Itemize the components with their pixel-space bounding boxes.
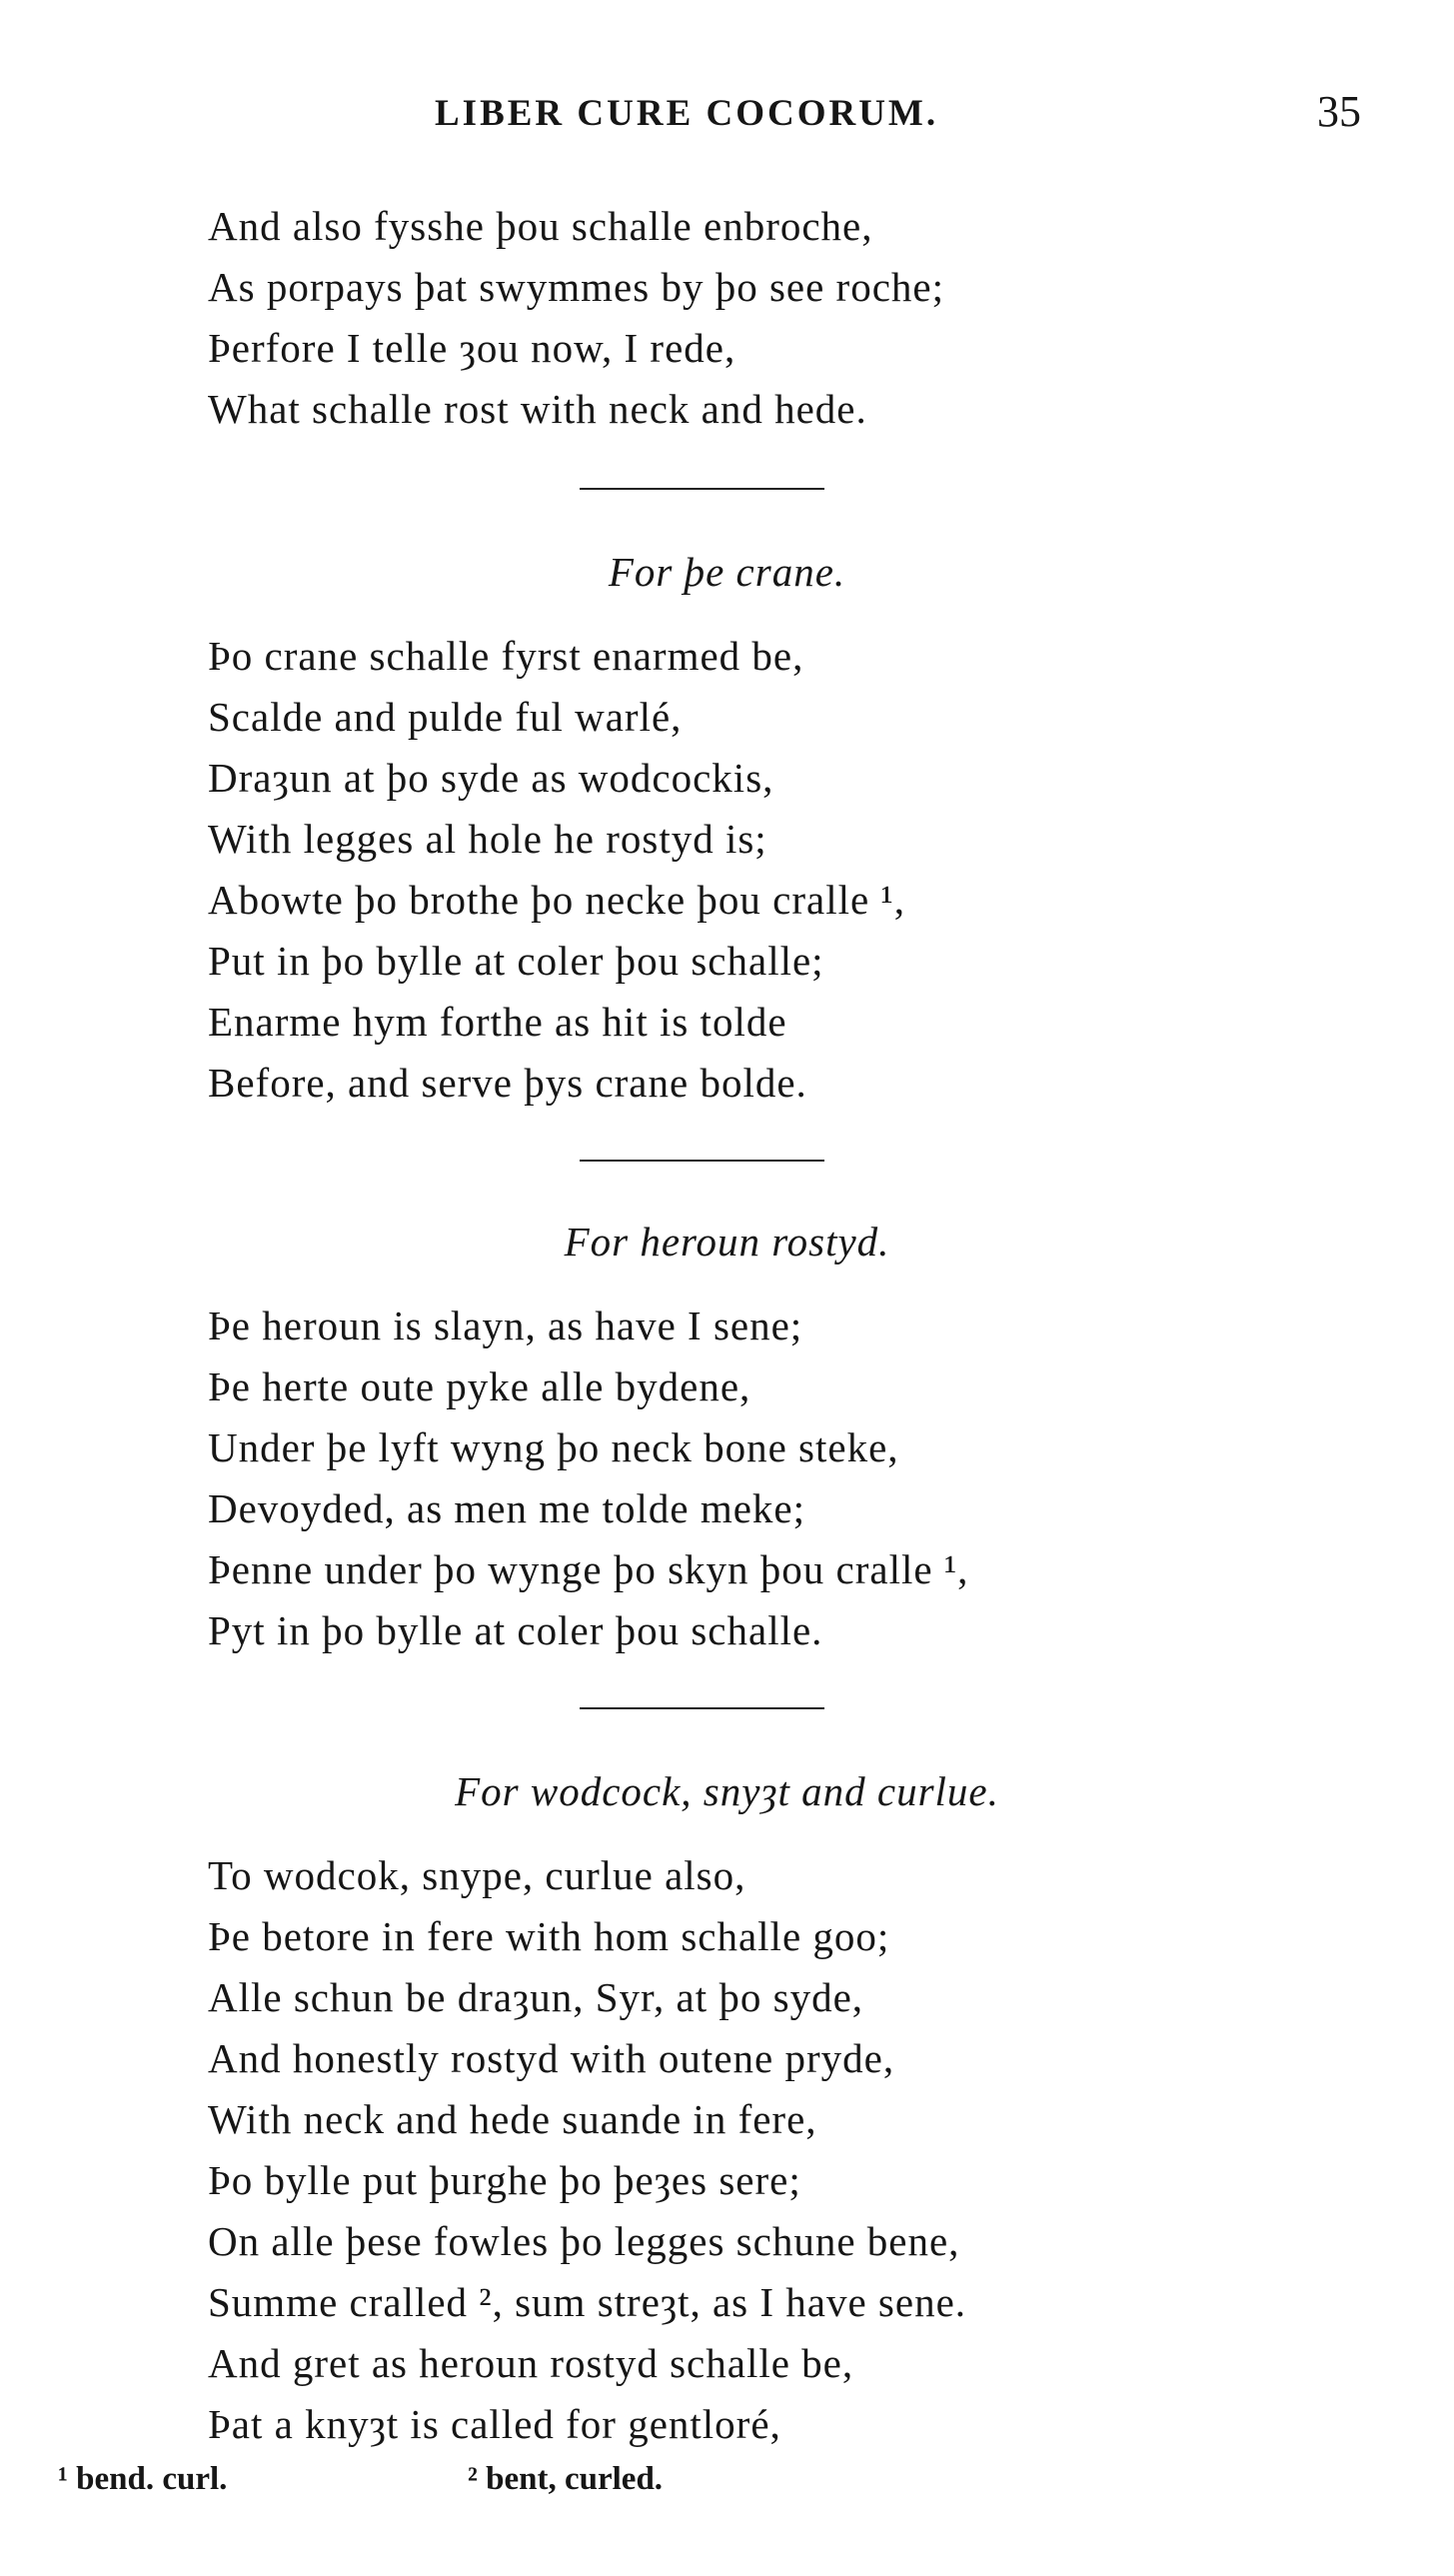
verse-line: Þe herte oute pyke alle bydene, xyxy=(208,1363,751,1409)
verse-line: Pyt in þo bylle at coler þou schalle. xyxy=(208,1607,823,1653)
verse-line: Devoyded, as men me tolde meke; xyxy=(208,1485,805,1531)
verse-line: Þo crane schalle fyrst enarmed be, xyxy=(208,633,804,679)
verse-line: Put in þo bylle at coler þou schalle; xyxy=(208,938,824,984)
verse-line: And also fysshe þou schalle enbroche, xyxy=(208,203,873,249)
verse-line: On alle þese fowles þo legges schune bene, xyxy=(208,2218,960,2264)
verse-line: And gret as heroun rostyd schalle be, xyxy=(208,2340,854,2386)
stanza-opening xyxy=(208,196,1387,440)
verse-line: Þe heroun is slayn, as have I sene; xyxy=(208,1302,803,1348)
verse-line: Þe betore in fere with hom schalle goo; xyxy=(208,1913,890,1959)
footnote-2: ² bent, curled. xyxy=(468,2461,664,2497)
footnotes xyxy=(0,2461,1454,2521)
verse-line: Scalde and pulde ful warlé, xyxy=(208,694,683,740)
verse-line: Draȝun at þo syde as wodcockis, xyxy=(208,755,774,801)
verse-line: Þo bylle put þurghe þo þeȝes sere; xyxy=(208,2157,801,2203)
verse-line: What schalle rost with neck and hede. xyxy=(208,386,867,432)
page-number: 35 xyxy=(1317,87,1361,136)
verse-line: As porpays þat swymmes by þo see roche; xyxy=(208,264,945,310)
verse-line: Before, and serve þys crane bolde. xyxy=(208,1060,807,1106)
section-divider xyxy=(580,1707,824,1709)
stanza-wodcock xyxy=(208,1845,1387,2455)
verse-line: Þerfore I telle ȝou now, I rede, xyxy=(208,325,736,371)
section-heading-heroun: For heroun rostyd. xyxy=(564,1219,890,1265)
verse-line: Under þe lyft wyng þo neck bone steke, xyxy=(208,1424,899,1470)
verse-line: Þenne under þo wynge þo skyn þou cralle ¹, xyxy=(208,1546,969,1592)
verse-line: Þat a knyȝt is called for gentloré, xyxy=(208,2401,781,2447)
verse-line: With legges al hole he rostyd is; xyxy=(208,816,767,862)
section-heading-wodcock: For wodcock, snyȝt and curlue. xyxy=(455,1768,999,1814)
verse-line: Abowte þo brothe þo necke þou cralle ¹, xyxy=(208,877,905,923)
footnote-1: ¹ bend. curl. xyxy=(58,2461,228,2497)
stanza-heroun xyxy=(208,1295,1387,1661)
stanza-crane xyxy=(208,626,1387,1114)
verse-line: Enarme hym forthe as hit is tolde xyxy=(208,999,787,1045)
running-title: LIBER CURE COCORUM. xyxy=(435,93,939,134)
verse-line: Alle schun be draȝun, Syr, at þo syde, xyxy=(208,1974,864,2020)
section-divider xyxy=(580,488,824,490)
section-heading-crane: For þe crane. xyxy=(608,549,846,595)
section-divider xyxy=(580,1160,824,1162)
verse-line: With neck and hede suande in fere, xyxy=(208,2096,817,2142)
verse-line: And honestly rostyd with outene pryde, xyxy=(208,2035,895,2081)
verse-line: To wodcok, snype, curlue also, xyxy=(208,1852,746,1898)
verse-line: Summe cralled ², sum streȝt, as I have sene. xyxy=(208,2279,967,2325)
running-head xyxy=(0,87,1454,152)
